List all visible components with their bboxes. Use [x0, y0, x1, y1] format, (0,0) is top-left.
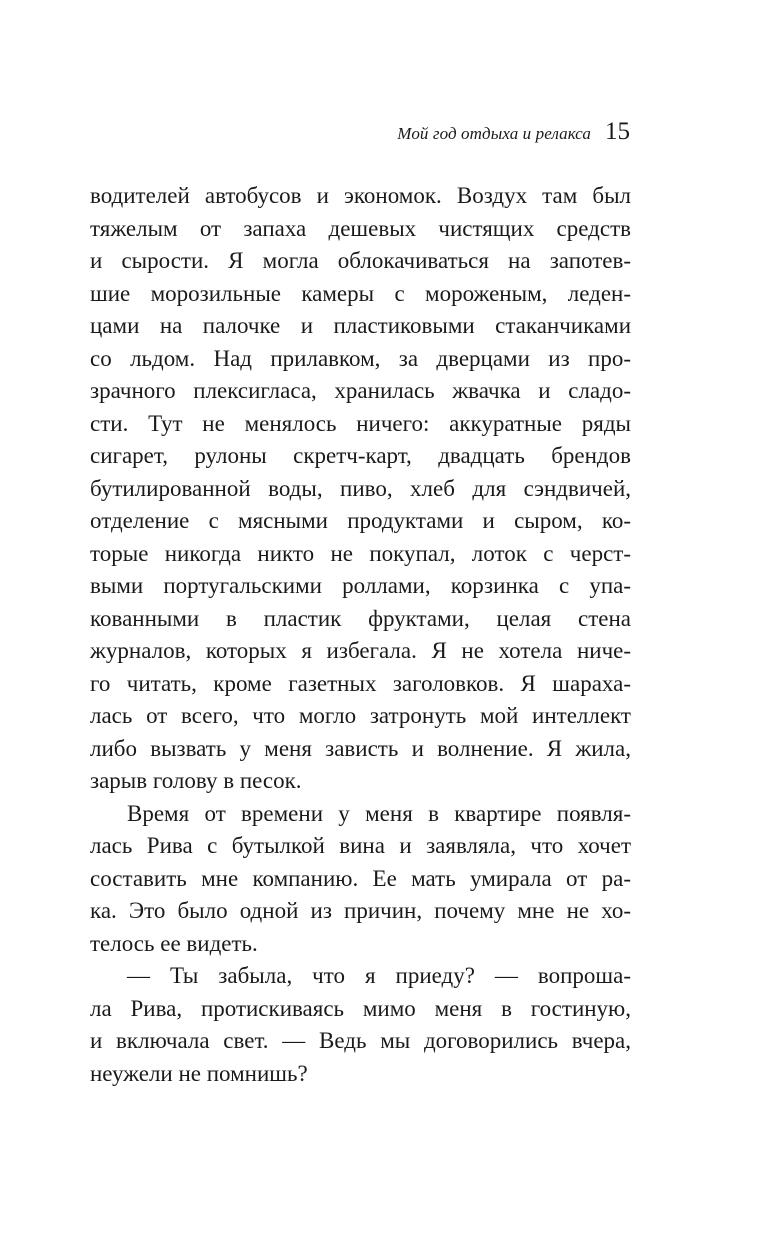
text-line: водителей автобусов и экономок. Воздух там был — [90, 183, 631, 208]
text-line: со льдом. Над прилавком, за дверцами из про- — [90, 345, 631, 371]
text-line: ка. Это было одной из причин, почему мне не хо- — [90, 898, 631, 923]
text-line: торые никогда никто не покупал, лоток с черст- — [90, 540, 631, 566]
text-line: лась Рива с бутылкой вина и заявляла, что хочет — [90, 833, 631, 858]
text-line: — Ты забыла, что я приеду? — вопроша- — [127, 963, 631, 988]
text-line: телось ее видеть. — [90, 930, 258, 956]
text-line: сигарет, рулоны скретч-карт, двадцать брендов — [90, 443, 631, 468]
text-line: неужели не помнишь? — [90, 1060, 308, 1086]
text-line: либо вызвать у меня зависть и волнение. Я жила, — [90, 735, 631, 761]
text-line: шие морозильные камеры с мороженым, леден- — [90, 280, 631, 306]
text-line: зарыв голову в песок. — [90, 768, 302, 793]
running-head — [397, 118, 630, 146]
text-line: кованными в пластик фруктами, целая стена — [90, 605, 631, 631]
text-line: бутилированной воды, пиво, хлеб для сэндвичей, — [90, 475, 631, 501]
paragraph-1 — [90, 180, 631, 798]
text-line: цами на палочке и пластиковыми стаканчиками — [90, 313, 631, 338]
text-line: тяжелым от запаха дешевых чистящих средств — [90, 215, 631, 241]
body-text — [90, 180, 631, 1090]
text-line: ла Рива, протискиваясь мимо меня в гостиную, — [90, 995, 631, 1021]
text-line: журналов, которых я избегала. Я не хотела ниче- — [90, 638, 631, 663]
text-line: сти. Тут не менялось ничего: аккуратные ряды — [90, 410, 631, 436]
text-line: составить мне компанию. Ее мать умирала от ра- — [90, 865, 631, 891]
text-line: отделение с мясными продуктами и сыром, ко- — [90, 508, 631, 533]
text-line: лась от всего, что могло затронуть мой интеллект — [90, 703, 631, 728]
text-line: Время от времени у меня в квартире появля- — [127, 800, 631, 826]
page-number: 15 — [605, 118, 630, 145]
running-title: Мой год отдыха и релакса — [397, 124, 591, 143]
text-line: и включала свет. — Ведь мы договорились вчера, — [90, 1028, 631, 1053]
text-line: выми португальскими роллами, корзинка с упа- — [90, 573, 631, 598]
paragraph-2 — [90, 798, 631, 961]
text-line: го читать, кроме газетных заголовков. Я шараха- — [90, 670, 631, 696]
paragraph-3 — [90, 960, 631, 1090]
text-line: зрачного плексигласа, хранилась жвачка и сладо- — [90, 378, 631, 403]
text-line: и сырости. Я могла облокачиваться на запотев- — [90, 248, 631, 273]
